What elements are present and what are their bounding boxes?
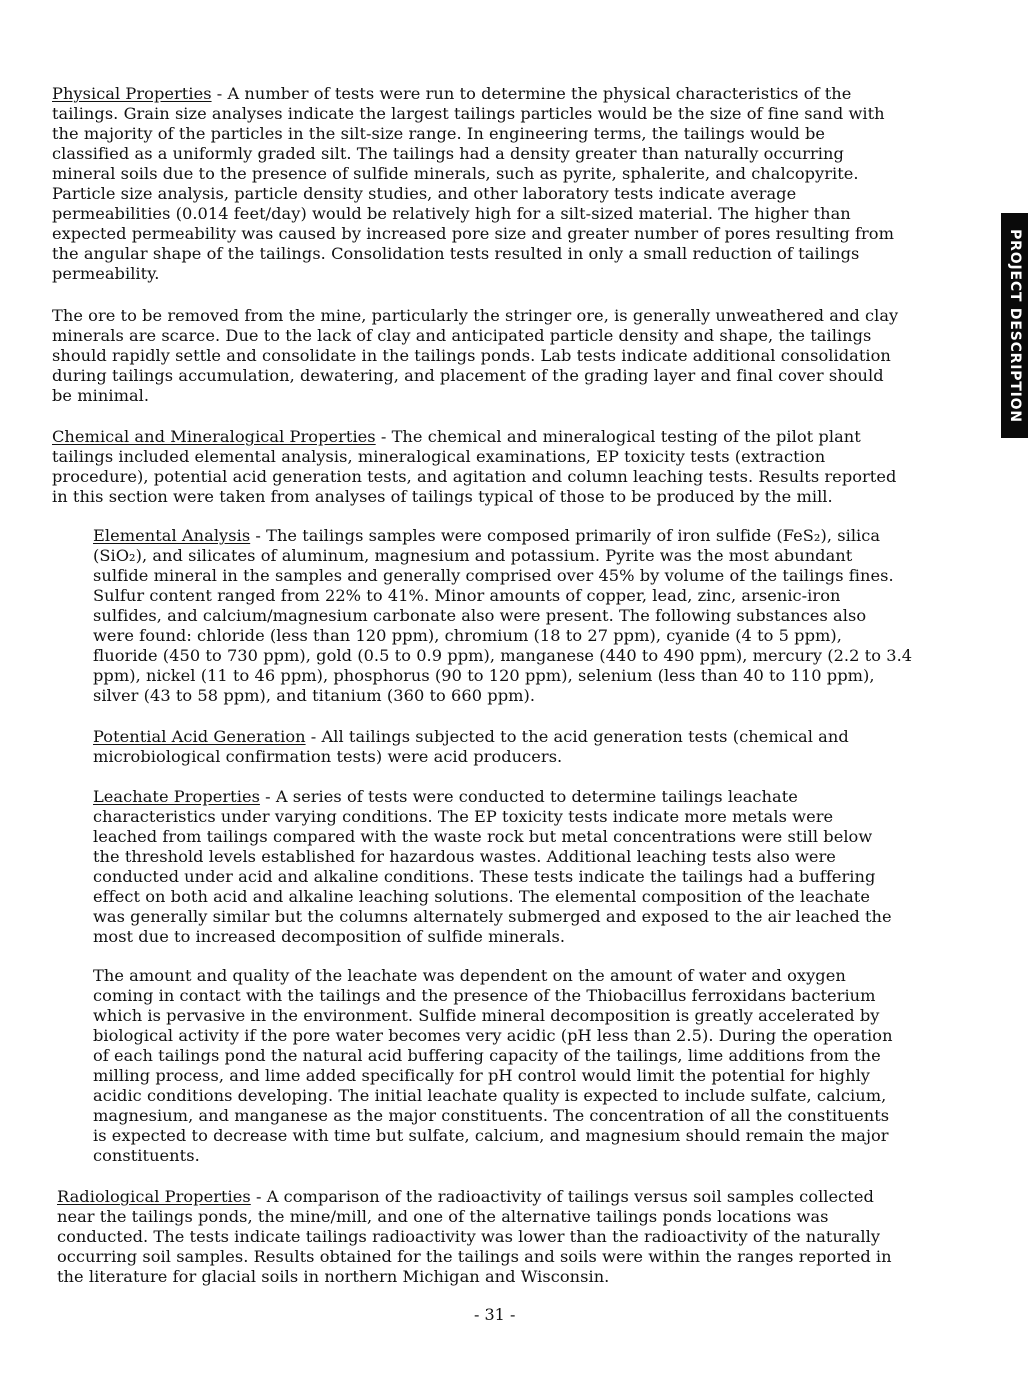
paragraph-line	[93, 867, 875, 887]
line-text: near the tailings ponds, the mine/mill, and one of the alternative tailings ponds locations was	[57, 1207, 829, 1226]
section-heading: Leachate Properties	[93, 787, 260, 806]
paragraph-line	[52, 144, 844, 164]
line-text: magnesium, and manganese as the major constituents. The concentration of all the constituents	[93, 1106, 890, 1125]
line-text: coming in contact with the tailings and the presence of the Thiobacillus ferroxidans bacterium	[93, 986, 876, 1005]
line-text: effect on both acid and alkaline leaching solutions. The elemental composition of the leachate	[93, 887, 870, 906]
line-text: occurring soil samples. Results obtained for the tailings and soils were within the ranges reported in	[57, 1247, 892, 1266]
paragraph-line	[93, 546, 852, 566]
paragraph-line	[52, 184, 796, 204]
line-text: characteristics under varying conditions. The EP toxicity tests indicate more metals were	[93, 807, 834, 826]
line-text: - All tailings subjected to the acid generation tests (chemical and	[305, 727, 849, 746]
line-text: - The chemical and mineralogical testing of the pilot plant	[375, 427, 861, 446]
paragraph-line	[57, 1207, 829, 1227]
line-text: acidic conditions developing. The initial leachate quality is expected to include sulfate, calcium,	[93, 1086, 887, 1105]
line-text: minerals are scarce. Due to the lack of clay and anticipated particle density and shape, the tailings	[52, 326, 872, 345]
paragraph-line	[93, 626, 842, 646]
line-text: The ore to be removed from the mine, particularly the stringer ore, is generally unweathered and clay	[52, 306, 899, 325]
line-text: (SiO₂), and silicates of aluminum, magnesium and potassium. Pyrite was the most abundant	[93, 546, 853, 565]
section-heading: Radiological Properties	[57, 1187, 251, 1206]
line-text: procedure), potential acid generation tests, and agitation and column leaching tests. Results reported	[52, 467, 897, 486]
paragraph-line	[57, 1247, 892, 1267]
line-text: conducted. The tests indicate tailings radioactivity was lower than the radioactivity of the naturally	[57, 1227, 881, 1246]
line-text: which is pervasive in the environment. Sulfide mineral decomposition is greatly accelerated by	[93, 1006, 880, 1025]
paragraph-line	[93, 686, 535, 706]
page-number: - 31 -	[474, 1305, 516, 1324]
paragraph-line	[52, 306, 898, 326]
paragraph-line	[93, 827, 872, 847]
line-text: silver (43 to 58 ppm), and titanium (360 to 660 ppm).	[93, 686, 536, 705]
section-heading: Chemical and Mineralogical Properties	[52, 427, 376, 446]
paragraph-line	[93, 807, 833, 827]
paragraph-line	[52, 104, 885, 124]
line-text: most due to increased decomposition of sulfide minerals.	[93, 927, 566, 946]
paragraph-line	[93, 1146, 200, 1166]
paragraph-line	[52, 264, 159, 284]
line-text: is expected to decrease with time but sulfate, calcium, and magnesium should remain the major	[93, 1126, 889, 1145]
line-text: permeabilities (0.014 feet/day) would be relatively high for a silt-sized material. The higher than	[52, 204, 851, 223]
line-text: tailings. Grain size analyses indicate the largest tailings particles would be the size of fine sand with	[52, 104, 885, 123]
side-tab	[1001, 213, 1028, 438]
paragraph-line	[52, 326, 871, 346]
line-text: sulfides, and calcium/magnesium carbonate also were present. The following substances also	[93, 606, 867, 625]
paragraph-line	[52, 204, 851, 224]
line-text: sulfide mineral in the samples and generally comprised over 45% by volume of the tailings fines.	[93, 566, 894, 585]
line-text: during tailings accumulation, dewatering, and placement of the grading layer and final cover should	[52, 366, 884, 385]
paragraph-line	[52, 84, 851, 104]
line-text: - A number of tests were run to determine the physical characteristics of the	[211, 84, 852, 103]
paragraph-line	[93, 907, 892, 927]
paragraph-line	[52, 164, 859, 184]
paragraph-line	[52, 386, 149, 406]
paragraph-line	[52, 366, 884, 386]
line-text: be minimal.	[52, 386, 150, 405]
line-text: should rapidly settle and consolidate in the tailings ponds. Lab tests indicate additional consolidation	[52, 346, 891, 365]
paragraph-line	[93, 887, 870, 907]
paragraph-line	[93, 1106, 889, 1126]
paragraph-line	[93, 847, 836, 867]
paragraph-line	[93, 1086, 886, 1106]
paragraph-line	[52, 467, 896, 487]
paragraph-line	[93, 1006, 879, 1026]
paragraph-line	[93, 646, 912, 666]
line-text: Sulfur content ranged from 22% to 41%. Minor amounts of copper, lead, zinc, arsenic-iron	[93, 586, 841, 605]
line-text: in this section were taken from analyses of tailings typical of those to be produced by the mill.	[52, 487, 833, 506]
line-text: was generally similar but the columns alternately submerged and exposed to the air leached the	[93, 907, 892, 926]
line-text: the threshold levels established for hazardous wastes. Additional leaching tests also were	[93, 847, 836, 866]
line-text: The amount and quality of the leachate was dependent on the amount of water and oxygen	[93, 966, 846, 985]
line-text: conducted under acid and alkaline conditions. These tests indicate the tailings had a buffering	[93, 867, 876, 886]
line-text: classified as a uniformly graded silt. The tailings had a density greater than naturally occurring	[52, 144, 844, 163]
paragraph-line	[93, 566, 894, 586]
line-text: leached from tailings compared with the waste rock but metal concentrations were still below	[93, 827, 873, 846]
line-text: biological activity if the pore water becomes very acidic (pH less than 2.5). During the operation	[93, 1026, 893, 1045]
line-text: fluoride (450 to 730 ppm), gold (0.5 to 0.9 ppm), manganese (440 to 490 ppm), mercury (2.2 to 3.4	[93, 646, 913, 665]
paragraph-line	[52, 224, 894, 244]
line-text: permeability.	[52, 264, 160, 283]
paragraph-line	[93, 586, 840, 606]
paragraph-line	[93, 986, 876, 1006]
paragraph-line	[52, 427, 861, 447]
paragraph-line	[93, 966, 846, 986]
line-text: expected permeability was caused by increased pore size and greater number of pores resulting from	[52, 224, 894, 243]
paragraph-line	[93, 1046, 881, 1066]
line-text: ppm), nickel (11 to 46 ppm), phosphorus (90 to 120 ppm), selenium (less than 40 to 110 ppm),	[93, 666, 875, 685]
paragraph-line	[57, 1267, 609, 1287]
line-text: the literature for glacial soils in northern Michigan and Wisconsin.	[57, 1267, 610, 1286]
paragraph-line	[93, 1026, 893, 1046]
paragraph-line	[57, 1227, 880, 1247]
paragraph-line	[93, 787, 798, 807]
paragraph-line	[93, 747, 562, 767]
paragraph-line	[93, 1126, 889, 1146]
paragraph-line	[93, 927, 565, 947]
line-text: were found: chloride (less than 120 ppm), chromium (18 to 27 ppm), cyanide (4 to 5 ppm),	[93, 626, 842, 645]
line-text: of each tailings pond the natural acid buffering capacity of the tailings, lime additions from the	[93, 1046, 881, 1065]
line-text: - A series of tests were conducted to determine tailings leachate	[259, 787, 798, 806]
section-heading: Potential Acid Generation	[93, 727, 306, 746]
line-text: the majority of the particles in the silt-size range. In engineering terms, the tailings would be	[52, 124, 826, 143]
paragraph-line	[57, 1187, 874, 1207]
line-text: - The tailings samples were composed primarily of iron sulfide (FeS₂), silica	[250, 526, 881, 545]
paragraph-line	[52, 447, 825, 467]
line-text: microbiological confirmation tests) were acid producers.	[93, 747, 563, 766]
paragraph-line	[93, 606, 866, 626]
section-heading: Elemental Analysis	[93, 526, 251, 545]
section-heading: Physical Properties	[52, 84, 212, 103]
paragraph-line	[52, 487, 833, 507]
line-text: constituents.	[93, 1146, 200, 1165]
paragraph-line	[52, 124, 825, 144]
line-text: - A comparison of the radioactivity of tailings versus soil samples collected	[250, 1187, 874, 1206]
paragraph-line	[52, 244, 859, 264]
paragraph-line	[93, 1066, 870, 1086]
paragraph-line	[93, 727, 849, 747]
line-text: tailings included elemental analysis, mineralogical examinations, EP toxicity tests (extraction	[52, 447, 826, 466]
paragraph-line	[52, 346, 891, 366]
line-text: Particle size analysis, particle density studies, and other laboratory tests indicate average	[52, 184, 797, 203]
line-text: the angular shape of the tailings. Consolidation tests resulted in only a small reduction of tailings	[52, 244, 860, 263]
line-text: mineral soils due to the presence of sulfide minerals, such as pyrite, sphalerite, and chalcopyrite.	[52, 164, 859, 183]
paragraph-line	[93, 666, 875, 686]
paragraph-line	[93, 526, 880, 546]
line-text: milling process, and lime added specifically for pH control would limit the potential for highly	[93, 1066, 870, 1085]
side-tab-label: PROJECT DESCRIPTION	[1006, 228, 1023, 423]
